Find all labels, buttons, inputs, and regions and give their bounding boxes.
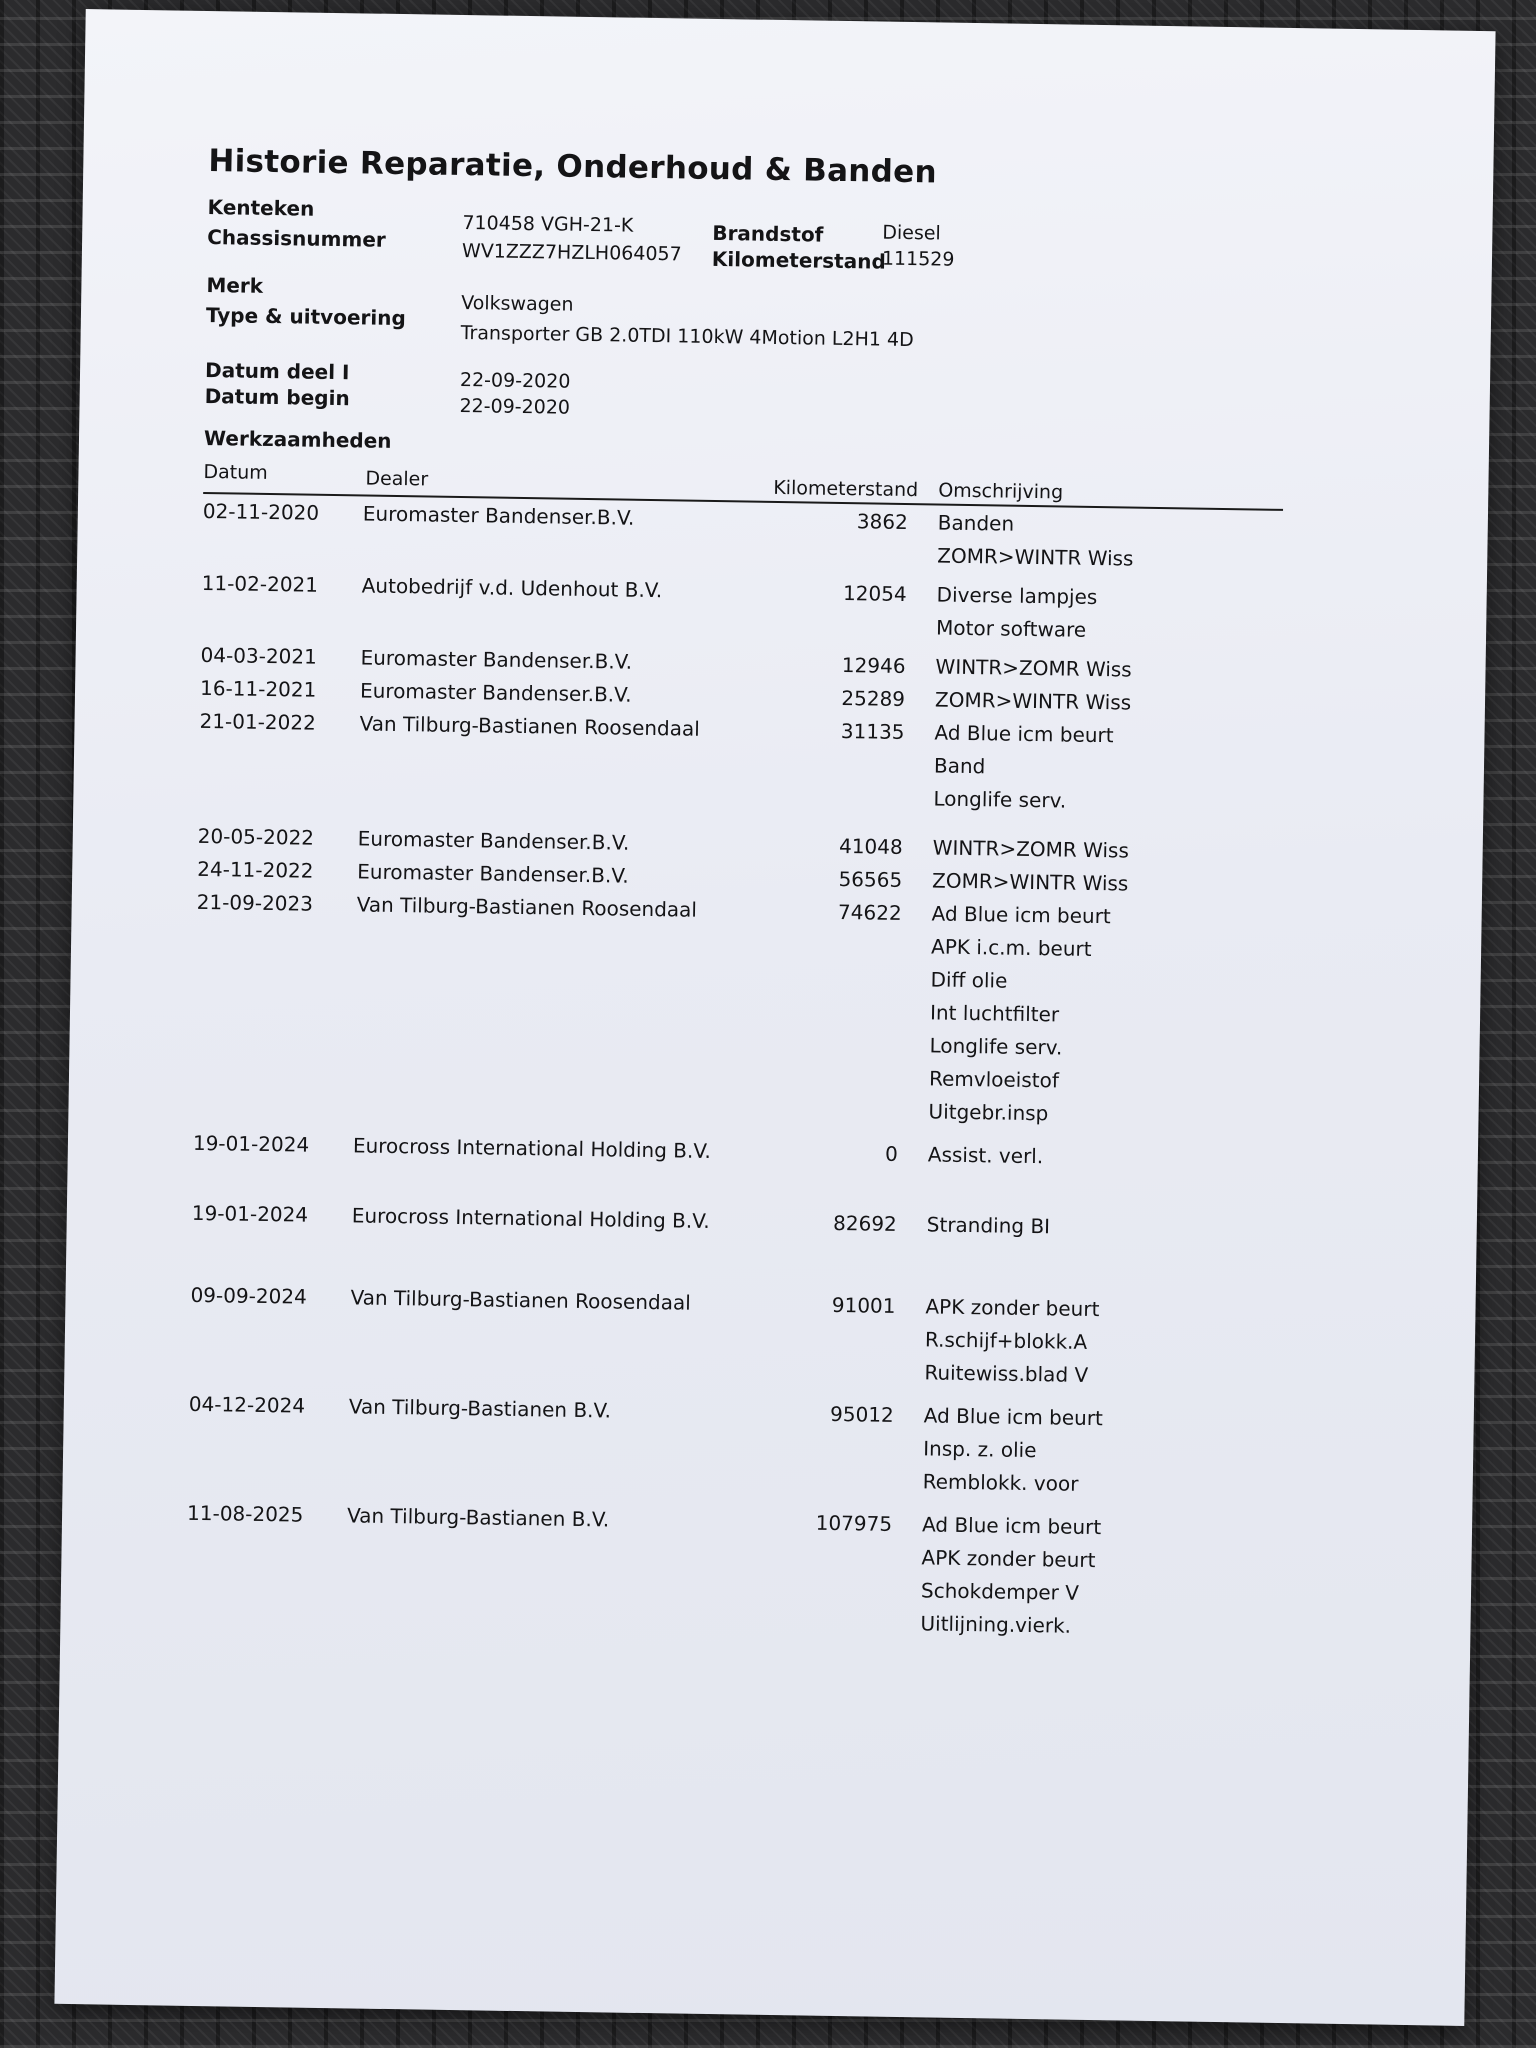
- type-value: Transporter GB 2.0TDI 110kW 4Motion L2H1 4D: [460, 321, 914, 352]
- row-date: 24-11-2022: [197, 856, 314, 883]
- row-dealer: Van Tilburg-Bastianen Roosendaal: [356, 892, 698, 922]
- omschrijving-line: Remvloeistof: [928, 1066, 1060, 1093]
- omschrijving-line: APK zonder beurt: [921, 1545, 1096, 1573]
- section-title-werkzaamheden: Werkzaamheden: [203, 425, 392, 453]
- paper-sheet: [54, 9, 1495, 2026]
- omschrijving-line: Diverse lampjes: [936, 582, 1098, 610]
- omschrijving-line: ZOMR>WINTR Wiss: [934, 687, 1132, 715]
- row-dealer: Van Tilburg-Bastianen B.V.: [346, 1503, 610, 1532]
- row-kilometerstand: 82692: [832, 1210, 897, 1236]
- brandstof-label: Brandstof: [712, 220, 824, 247]
- row-dealer: Euromaster Bandenser.B.V.: [357, 826, 630, 855]
- type-label: Type & uitvoering: [205, 302, 406, 331]
- row-date: 04-12-2024: [188, 1391, 306, 1418]
- row-kilometerstand: 25289: [841, 686, 906, 712]
- datum-begin-value: 22-09-2020: [459, 394, 571, 419]
- row-kilometerstand: 74622: [837, 899, 902, 925]
- row-omschrijving: [922, 1399, 1224, 1503]
- omschrijving-line: R.schijf+blokk.A: [924, 1327, 1088, 1354]
- omschrijving-line: Stranding BI: [926, 1212, 1051, 1239]
- document-title: Historie Reparatie, Onderhoud & Banden: [208, 142, 938, 191]
- omschrijving-line: Insp. z. olie: [923, 1436, 1037, 1463]
- datum-deel-value: 22-09-2020: [459, 368, 571, 393]
- row-omschrijving: [935, 650, 1235, 688]
- row-date: 04-03-2021: [200, 642, 318, 669]
- row-date: 21-09-2023: [196, 889, 314, 916]
- row-dealer: Eurocross International Holding B.V.: [351, 1203, 710, 1233]
- row-kilometerstand: 3862: [856, 509, 908, 535]
- row-date: 19-01-2024: [192, 1130, 310, 1157]
- row-dealer: Van Tilburg-Bastianen B.V.: [348, 1394, 612, 1423]
- kilometerstand-label: Kilometerstand: [711, 246, 886, 274]
- omschrijving-line: Uitlijning.vierk.: [920, 1611, 1072, 1638]
- column-header-date: Datum: [203, 460, 268, 484]
- omschrijving-line: APK zonder beurt: [925, 1294, 1100, 1322]
- row-date: 02-11-2020: [202, 498, 320, 525]
- omschrijving-line: Assist. verl.: [927, 1142, 1044, 1169]
- row-dealer: Euromaster Bandenser.B.V.: [357, 859, 629, 888]
- omschrijving-line: ZOMR>WINTR Wiss: [931, 868, 1129, 896]
- row-kilometerstand: 95012: [829, 1401, 894, 1427]
- row-date: 21-01-2022: [199, 708, 316, 735]
- omschrijving-line: Int luchtfilter: [929, 1000, 1060, 1027]
- row-kilometerstand: 12946: [841, 653, 906, 679]
- row-date: 16-11-2021: [199, 675, 317, 702]
- omschrijving-line: Longlife serv.: [933, 786, 1067, 813]
- table-row: [189, 1279, 1341, 1406]
- row-kilometerstand: 12054: [842, 581, 907, 607]
- row-kilometerstand: 41048: [838, 833, 903, 859]
- omschrijving-line: Diff olie: [930, 967, 1008, 993]
- row-omschrijving: [932, 831, 1232, 869]
- omschrijving-line: Ad Blue icm beurt: [923, 1403, 1104, 1431]
- kenteken-value: 710458 VGH-21-K: [462, 211, 634, 237]
- omschrijving-line: Ad Blue icm beurt: [934, 720, 1114, 748]
- kenteken-label: Kenteken: [207, 194, 315, 221]
- omschrijving-line: Band: [933, 753, 986, 779]
- chassis-label: Chassisnummer: [207, 224, 386, 252]
- row-date: 20-05-2022: [197, 823, 315, 850]
- table-row: [198, 705, 1350, 838]
- row-omschrijving: [928, 1138, 1228, 1176]
- column-header-km: Kilometerstand: [773, 476, 919, 502]
- omschrijving-line: Ad Blue icm beurt: [931, 901, 1111, 929]
- merk-label: Merk: [206, 272, 264, 298]
- row-kilometerstand: 0: [884, 1141, 899, 1166]
- row-omschrijving: [927, 1208, 1227, 1246]
- row-kilometerstand: 31135: [840, 719, 905, 744]
- omschrijving-line: Schokdemper V: [920, 1578, 1080, 1605]
- row-date: 19-01-2024: [191, 1200, 309, 1227]
- omschrijving-line: Banden: [937, 510, 1015, 536]
- row-dealer: Euromaster Bandenser.B.V.: [362, 501, 635, 530]
- omschrijving-line: Uitgebr.insp: [928, 1099, 1049, 1126]
- chassis-value: WV1ZZZ7HZLH064057: [461, 239, 682, 266]
- omschrijving-line: Ruitewiss.blad V: [924, 1360, 1089, 1387]
- omschrijving-line: Ad Blue icm beurt: [921, 1512, 1102, 1540]
- kilometerstand-value: 111529: [881, 247, 955, 271]
- row-dealer: Van Tilburg-Bastianen Roosendaal: [359, 711, 700, 741]
- datum-deel-label: Datum deel I: [204, 357, 350, 385]
- row-kilometerstand: 107975: [815, 1510, 893, 1536]
- document-body: [186, 142, 1359, 1638]
- row-dealer: Euromaster Bandenser.B.V.: [360, 645, 633, 674]
- row-omschrijving: [937, 506, 1238, 577]
- row-dealer: Van Tilburg-Bastianen Roosendaal: [350, 1285, 691, 1315]
- omschrijving-line: WINTR>ZOMR Wiss: [932, 835, 1130, 863]
- row-omschrijving: [920, 1508, 1222, 1645]
- table-row: [187, 1388, 1339, 1515]
- brandstof-value: Diesel: [882, 221, 941, 245]
- row-date: 11-08-2025: [186, 1500, 304, 1527]
- omschrijving-line: Remblokk. voor: [922, 1469, 1079, 1496]
- omschrijving-line: Motor software: [935, 615, 1087, 642]
- row-dealer: Autobedrijf v.d. Udenhout B.V.: [361, 573, 663, 603]
- row-omschrijving: [935, 683, 1235, 721]
- omschrijving-line: APK i.c.m. beurt: [930, 934, 1092, 961]
- row-omschrijving: [936, 578, 1237, 649]
- column-header-desc: Omschrijving: [938, 479, 1064, 504]
- werkzaamheden-table: [185, 495, 1353, 1647]
- row-dealer: Euromaster Bandenser.B.V.: [359, 678, 632, 707]
- datum-begin-label: Datum begin: [204, 383, 350, 411]
- column-header-dealer: Dealer: [365, 467, 429, 491]
- table-row: [193, 886, 1347, 1145]
- row-omschrijving: [924, 1290, 1226, 1394]
- row-date: 11-02-2021: [201, 570, 319, 597]
- omschrijving-line: Longlife serv.: [929, 1033, 1063, 1060]
- row-kilometerstand: 91001: [831, 1292, 896, 1318]
- row-date: 09-09-2024: [190, 1282, 307, 1309]
- merk-value: Volkswagen: [461, 291, 574, 316]
- row-omschrijving: [932, 864, 1232, 902]
- omschrijving-line: ZOMR>WINTR Wiss: [937, 543, 1134, 571]
- row-dealer: Eurocross International Holding B.V.: [352, 1133, 711, 1164]
- table-row: [185, 1497, 1337, 1647]
- omschrijving-line: WINTR>ZOMR Wiss: [935, 654, 1132, 682]
- row-omschrijving: [933, 716, 1235, 820]
- row-kilometerstand: 56565: [838, 866, 903, 892]
- row-omschrijving: [928, 897, 1232, 1133]
